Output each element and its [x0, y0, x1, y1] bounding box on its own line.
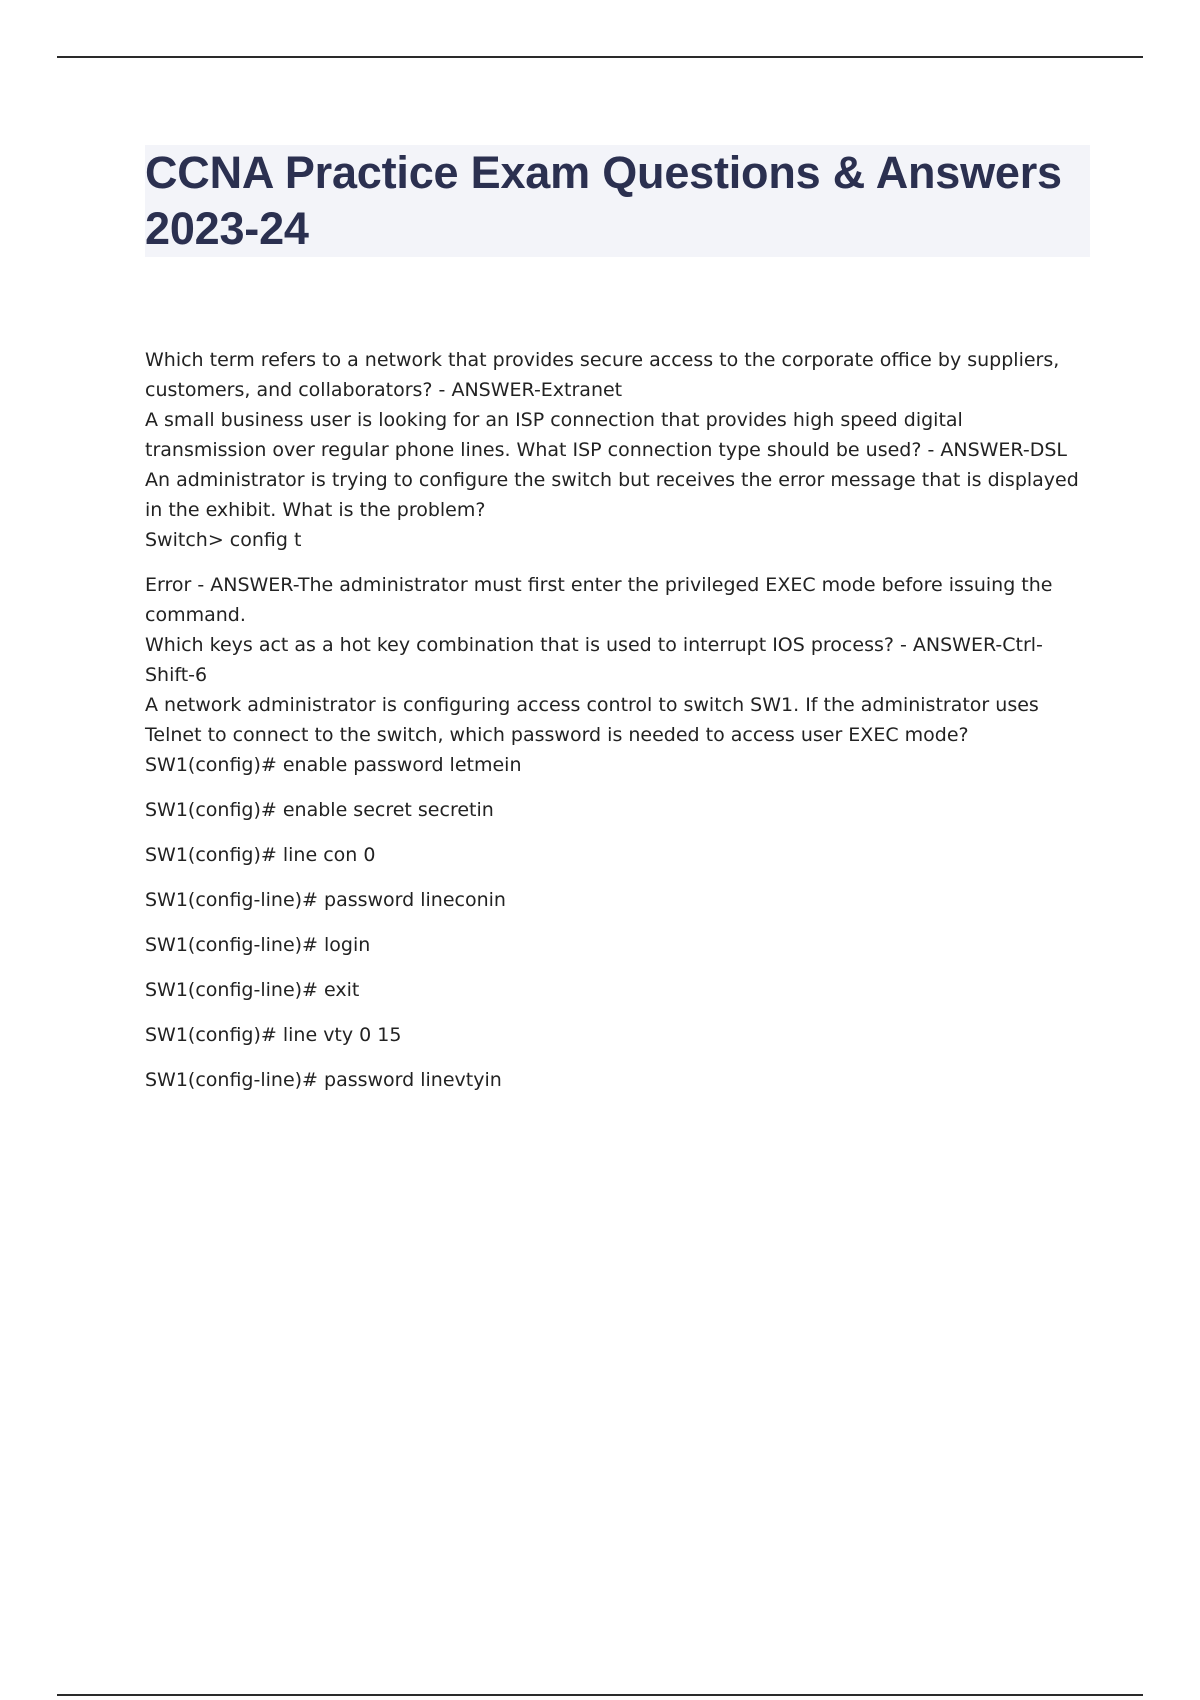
top-divider: [57, 56, 1143, 58]
title-block: [145, 145, 1090, 257]
document-body: [145, 345, 1090, 1110]
question-5: A network administrator is configuring access control to switch SW1. If the administrator uses Telnet to connect to the switch, which password is needed to access user EXEC mode?: [145, 694, 1039, 746]
config-line: SW1(config-line)# password lineconin: [145, 889, 506, 911]
bottom-divider: [57, 1694, 1143, 1696]
page-title: CCNA Practice Exam Questions & Answers 2023-24: [145, 147, 1062, 254]
answer-3: Error - ANSWER-The administrator must first enter the privileged EXEC mode before issuing the command.: [145, 574, 1053, 626]
config-line: SW1(config)# enable password letmein: [145, 754, 522, 776]
question-2: A small business user is looking for an ISP connection that provides high speed digital transmission over regular phone lines. What ISP connection type should be used? - ANSWER-DSL: [145, 409, 1067, 461]
exhibit-command: Switch> config t: [145, 529, 302, 551]
config-line: SW1(config)# line vty 0 15: [145, 1024, 402, 1046]
config-line: SW1(config-line)# password linevtyin: [145, 1069, 502, 1091]
config-line: SW1(config-line)# login: [145, 934, 371, 956]
config-line: SW1(config-line)# exit: [145, 979, 360, 1001]
question-3: An administrator is trying to configure the switch but receives the error message that is displayed in the exhibit. What is the problem?: [145, 469, 1079, 521]
config-listing: [145, 750, 1090, 1095]
question-1: Which term refers to a network that provides secure access to the corporate office by suppliers, customers, and collaborators? - ANSWER-Extranet: [145, 349, 1060, 401]
config-line: SW1(config)# enable secret secretin: [145, 799, 494, 821]
question-4: Which keys act as a hot key combination that is used to interrupt IOS process? - ANSWER-Ctrl-Shift-6: [145, 634, 1043, 686]
config-line: SW1(config)# line con 0: [145, 844, 376, 866]
